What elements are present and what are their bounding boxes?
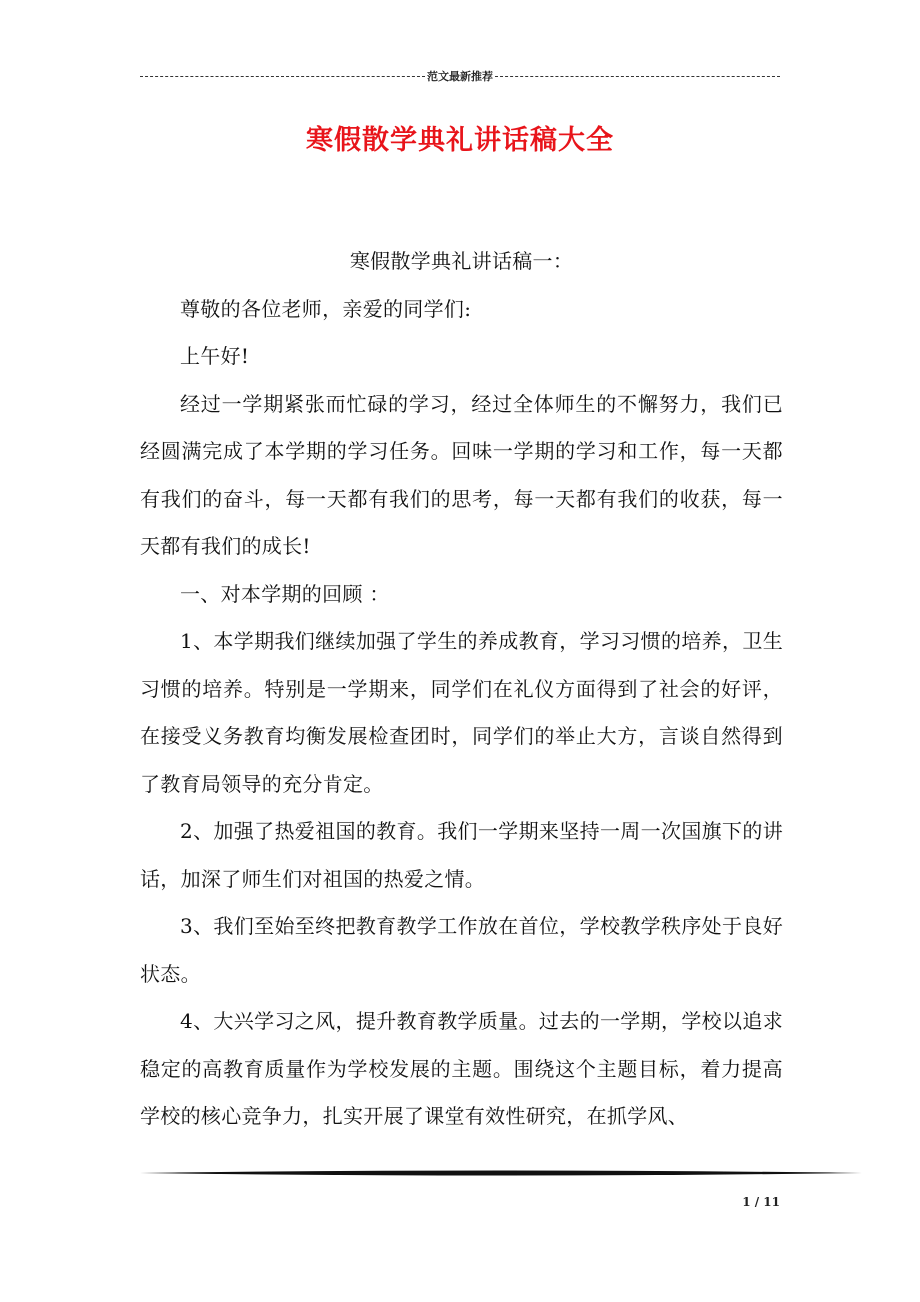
document-body — [140, 238, 783, 1141]
section-heading: 寒假散学典礼讲话稿一： — [349, 249, 574, 273]
body-paragraph: 4、大兴学习之风，提升教育教学质量。过去的一学期，学校以追求稳定的高教育质量作为学校发展的主题。围绕这个主题目标，着力提高学校的核心竞争力，扎实开展了课堂有效性研究，在抓学风、 — [140, 1009, 783, 1128]
body-paragraph: 1、本学期我们继续加强了学生的养成教育，学习习惯的培养，卫生习惯的培养。特别是一学期来，同学们在礼仪方面得到了社会的好评，在接受义务教育均衡发展检查团时，同学们的举止大方，言谈自然得到了教育局领导的充分肯定。 — [140, 629, 783, 796]
body-paragraph: 2、加强了热爱祖国的教育。我们一学期来坚持一周一次国旗下的讲话，加深了师生们对祖国的热爱之情。 — [140, 819, 783, 891]
greeting: 上午好! — [180, 344, 250, 368]
document-title: 寒假散学典礼讲话稿大全 — [306, 125, 614, 156]
body-paragraph: 3、我们至始至终把教育教学工作放在首位，学校教学秩序处于良好状态。 — [140, 914, 783, 986]
body-paragraph: 经过一学期紧张而忙碌的学习，经过全体师生的不懈努力，我们已经圆满完成了本学期的学习任务。回味一学期的学习和工作，每一天都有我们的奋斗，每一天都有我们的思考，每一天都有我们的收获，每一天都有我们的成长! — [140, 391, 783, 558]
body-paragraph: 一、对本学期的回顾 ： — [180, 581, 390, 606]
page-header — [140, 68, 780, 84]
header-dash-left — [140, 76, 425, 77]
header-dash-right — [495, 76, 780, 77]
page-number: 1 / 11 — [742, 1195, 780, 1209]
header-label: 范文最新推荐 — [427, 70, 493, 83]
footer-rule — [140, 1170, 862, 1176]
salutation: 尊敬的各位老师，亲爱的同学们: — [180, 296, 472, 321]
